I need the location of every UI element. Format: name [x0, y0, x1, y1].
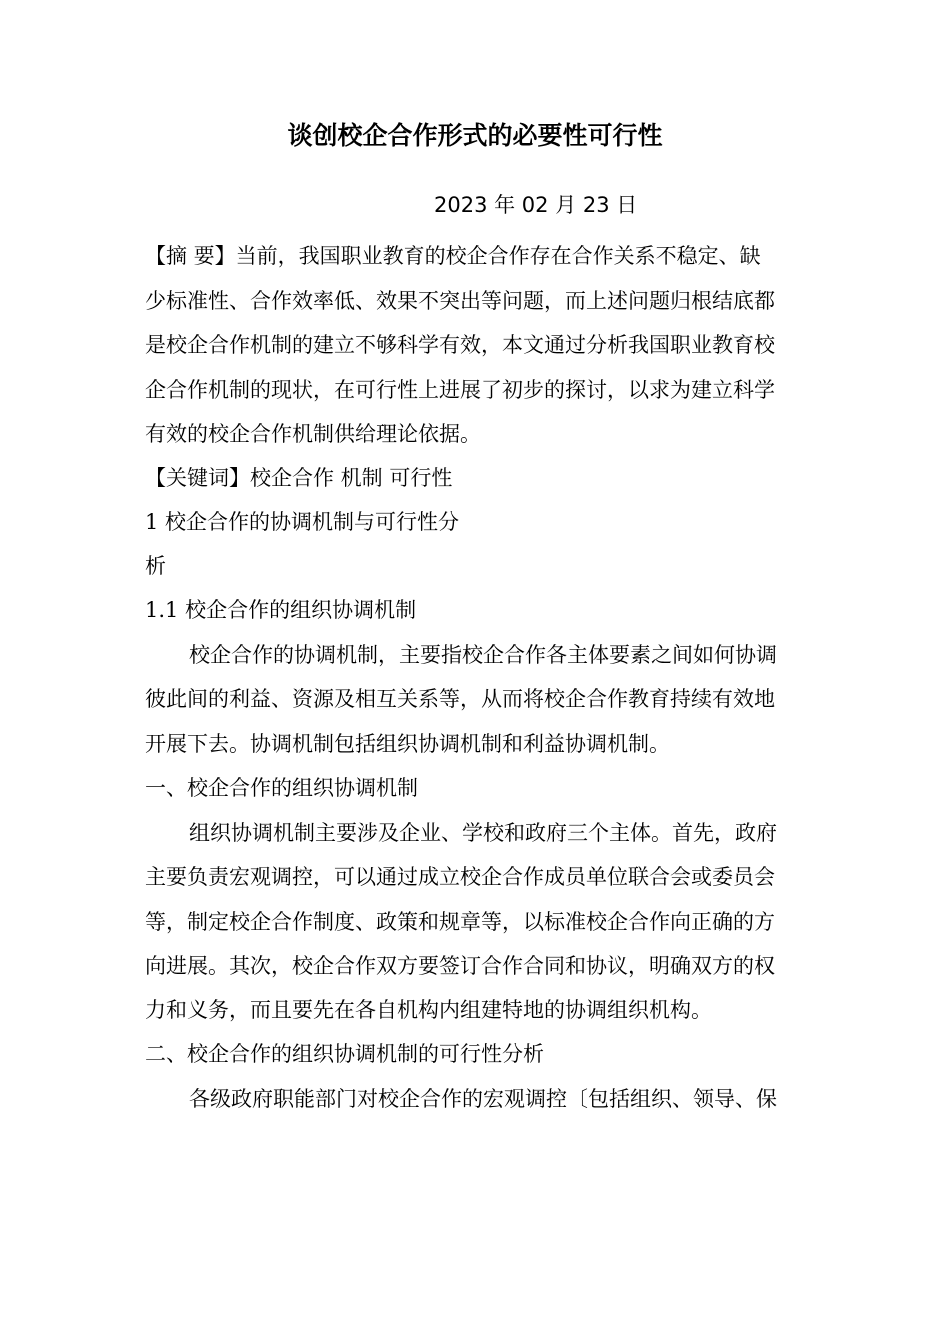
section-heading: 二、校企合作的组织协调机制的可行性分析	[145, 1042, 544, 1066]
subsection-heading: 1.1 校企合作的组织协调机制	[145, 598, 417, 622]
paragraph-line: 各级政府职能部门对校企合作的宏观调控〔包括组织、领导、保	[189, 1087, 777, 1111]
document-date: 2023 年 02 月 23 日	[434, 193, 638, 217]
paragraph-line: 校企合作的协调机制，主要指校企合作各主体要素之间如何协调	[189, 643, 777, 667]
paragraph-line: 组织协调机制主要涉及企业、学校和政府三个主体。首先，政府	[189, 821, 777, 845]
paragraph-line: 主要负责宏观调控，可以通过成立校企合作成员单位联合会或委员会	[145, 865, 775, 889]
abstract-line: 少标准性、合作效率低、效果不突出等问题，而上述问题归根结底都	[145, 289, 775, 313]
section-heading: 1 校企合作的协调机制与可行性分	[145, 510, 460, 534]
paragraph-line: 开展下去。协调机制包括组织协调机制和利益协调机制。	[145, 732, 670, 756]
document-title: 谈创校企合作形式的必要性可行性	[287, 121, 663, 150]
keywords-line: 【关键词】校企合作 机制 可行性	[145, 466, 453, 490]
section-heading: 一、校企合作的组织协调机制	[145, 776, 418, 800]
paragraph-line: 力和义务，而且要先在各自机构内组建特地的协调组织机构。	[145, 998, 712, 1022]
paragraph-line: 彼此间的利益、资源及相互关系等，从而将校企合作教育持续有效地	[145, 687, 775, 711]
section-heading: 析	[145, 554, 166, 578]
abstract-line: 是校企合作机制的建立不够科学有效，本文通过分析我国职业教育校	[145, 333, 775, 357]
abstract-line: 【摘 要】当前，我国职业教育的校企合作存在合作关系不稳定、缺	[145, 244, 761, 268]
paragraph-line: 向进展。其次，校企合作双方要签订合作合同和协议，明确双方的权	[145, 954, 775, 978]
abstract-line: 有效的校企合作机制供给理论依据。	[145, 422, 481, 446]
abstract-line: 企合作机制的现状，在可行性上进展了初步的探讨，以求为建立科学	[145, 378, 775, 402]
paragraph-line: 等，制定校企合作制度、政策和规章等，以标准校企合作向正确的方	[145, 910, 775, 934]
